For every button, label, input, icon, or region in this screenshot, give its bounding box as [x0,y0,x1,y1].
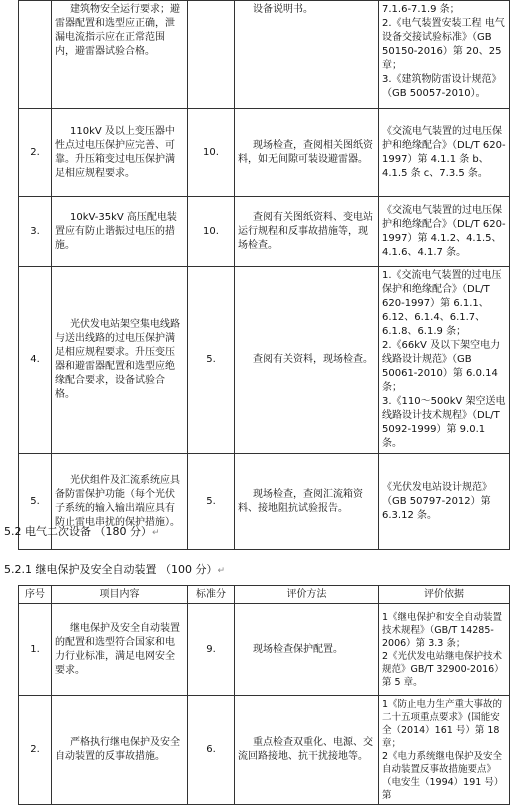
section-heading-5-2 [4,523,160,539]
item-content: 严格执行继电保护及安全自动装置的反事故措施。 [52,696,188,805]
evaluation-method: 现场检查，查阅相关图纸资料，如无间隙可装设避雷器。 [235,109,379,197]
table-overvoltage-protection [18,0,510,550]
header-standard-score: 标准分 [188,586,235,604]
row-number: 3. [19,197,52,267]
standard-score: 5. [188,267,235,454]
header-item-content: 项目内容 [52,586,188,604]
paragraph-mark: ↵ [217,566,226,576]
evaluation-method: 查阅有关图纸资料、变电站运行规程和反事故措施等，现场检查。 [235,197,379,267]
evaluation-basis: 《交流电气装置的过电压保护和绝缘配合》（DL/T 620-1997）第 4.1.1 条 b、4.1.5 条 c、7.3.5 条。 [379,109,510,197]
table-row [19,696,510,805]
evaluation-basis: 1《防止电力生产重大事故的二十五项重点要求》(国能安全（2014）161 号）第 18 章； 2《电力系统继电保护及安全自动装置反事故措施要点》（电安生（1994）191 号）第 [379,696,510,805]
section-heading-text: 5.2.1 继电保护及安全自动装置 （100 分） [4,563,218,576]
standard-score [188,1,235,109]
evaluation-basis: 1.《交流电气装置的过电压保护和绝缘配合》（DL/T 620-1997）第 6.1.1、6.12、6.1.4、6.1.7、6.1.8、6.1.9 条； 2.《66kV 及以下架空电力线路设计规范》（GB 50061-2010）第 6.0.14 条； 3.《110～500kV 架空送电线路设计技术规程》（DL/T 5092-1999）第 9.0.1 条。 [379,267,510,454]
paragraph-mark: ↵ [151,528,160,538]
table-relay-protection [18,585,510,805]
evaluation-method: 现场检查保护配置。 [235,604,379,696]
table-row [19,604,510,696]
row-number: 1. [19,604,52,696]
table-row [19,197,510,267]
evaluation-basis: 7.1.6-7.1.9 条； 2.《电气装置安装工程 电气设备交接试验标准》（GB 50150-2016）第 20、25 章； 3.《建筑物防雷设计规范》（GB 50057-2010）。 [379,1,510,109]
evaluation-method: 重点检查双重化、电源、交流回路接地、抗干扰接地等。 [235,696,379,805]
row-number: 2. [19,696,52,805]
header-evaluation-method: 评价方法 [235,586,379,604]
standard-score: 6. [188,696,235,805]
table-row [19,109,510,197]
item-content: 继电保护及安全自动装置的配置和选型符合国家和电力行业标准，满足电网安全要求。 [52,604,188,696]
evaluation-basis: 《光伏发电站设计规范》（GB 50797-2012）第 6.3.12 条。 [379,454,510,550]
row-number: 4. [19,267,52,454]
standard-score: 9. [188,604,235,696]
row-number: 2. [19,109,52,197]
table-header-row [19,586,510,604]
item-content: 110kV 及以上变压器中性点过电压保护应完善、可靠。升压箱变过电压保护满足相应规程要求。 [52,109,188,197]
evaluation-basis: 1《继电保护和安全自动装置技术规程》（GB/T 14285-2006）第 3.3 条； 2《光伏发电站继电保护技术规范》GB/T 32900-2016）第 5 章。 [379,604,510,696]
evaluation-method: 设备说明书。 [235,1,379,109]
item-content: 建筑物安全运行要求；避雷器配置和选型应正确，泄漏电流指示应在正常范围内，避雷器试验合格。 [52,1,188,109]
evaluation-method: 查阅有关资料，现场检查。 [235,267,379,454]
header-serial-no: 序号 [19,586,52,604]
standard-score: 5. [188,454,235,550]
row-number [19,1,52,109]
evaluation-basis: 《交流电气装置的过电压保护和绝缘配合》（DL/T 620-1997）第 4.1.2、4.1.5、4.1.6、4.1.7 条。 [379,197,510,267]
item-content: 10kV-35kV 高压配电装置应有防止谐振过电压的措施。 [52,197,188,267]
section-heading-text: 5.2 电气二次设备 （180 分） [4,525,152,538]
section-heading-5-2-1 [4,561,225,577]
standard-score: 10. [188,109,235,197]
evaluation-method: 现场检查，查阅汇流箱资料、接地阻抗试验报告。 [235,454,379,550]
row-number: 5. [19,454,52,550]
table-row [19,1,510,109]
header-evaluation-basis: 评价依据 [379,586,510,604]
standard-score: 10. [188,197,235,267]
item-content: 光伏组件及汇流系统应具备防雷保护功能（每个光伏子系统的输入输出端应具有防止雷电串扰的保护措施）。 [52,454,188,550]
table-row [19,267,510,454]
item-content: 光伏发电站架空集电线路与送出线路的过电压保护满足相应规程要求。升压变压器和避雷器配置和选型应绝缘配合要求，设备试验合格。 [52,267,188,454]
